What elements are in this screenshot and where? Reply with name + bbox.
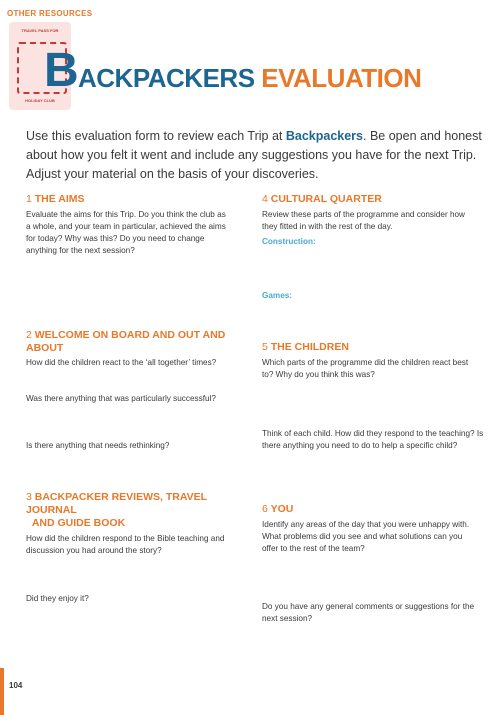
children-title: 5 THE CHILDREN (262, 341, 349, 353)
welcome-title: 2 WELCOME ON BOARD AND OUT AND ABOUT (26, 329, 226, 354)
section-cultural (262, 193, 477, 246)
title-part-1: ACKPACKERS (78, 63, 255, 93)
title-part-2: EVALUATION (261, 63, 422, 93)
children-question-1: Which parts of the programme did the children react best to? Why do you think this was? (262, 358, 469, 379)
ticket-top-text: TRAVEL PASS FOR (21, 28, 59, 33)
section-children (262, 341, 477, 381)
title-initial: B (44, 44, 79, 97)
you-question-1: Identify any areas of the day that you were unhappy with. What problems did you see and what solutions can you offer to the rest of the team? (262, 520, 470, 553)
section-you (262, 503, 477, 555)
ticket-bottom-text: HOLIDAY CLUB (25, 98, 55, 103)
welcome-question-3: Is there anything that needs rethinking? (26, 441, 170, 450)
cultural-games-label: Games: (262, 291, 293, 300)
aims-text: Evaluate the aims for this Trip. Do you think the club as a whole, and your team in particular, achieved the aims for today? Why was this? Do you need to change anything for the next session? (26, 210, 226, 255)
intro-after: . Be open and honest about how you felt it went and include any suggestions you have for the next Trip. Adjust your material on the basis of your discoveries. (26, 129, 482, 181)
reviews-question-1: How did the children respond to the Bible teaching and discussion you had around the story? (26, 534, 225, 555)
footer-accent-bar (0, 668, 4, 715)
page-number: 104 (9, 681, 23, 690)
intro-highlight: Backpackers (285, 129, 363, 143)
cultural-construction-label: Construction: (262, 237, 316, 246)
intro-before: Use this evaluation form to review each Trip at (26, 129, 286, 143)
section-aims (26, 193, 231, 257)
cultural-text: Review these parts of the programme and consider how they fitted in with the rest of the day. (262, 210, 465, 231)
aims-title: 1 THE AIMS (26, 193, 85, 205)
cultural-title: 4 CULTURAL QUARTER (262, 193, 382, 205)
welcome-question-2: Was there anything that was particularly successful? (26, 394, 216, 403)
section-kicker: OTHER RESOURCES (7, 9, 93, 18)
page-title (78, 63, 421, 93)
reviews-title: 3 BACKPACKER REVIEWS, TRAVEL JOURNAL AND GUIDE BOOK (26, 491, 207, 529)
reviews-question-2: Did they enjoy it? (26, 594, 89, 603)
children-question-2: Think of each child. How did they respond to the teaching? Is there anything you need to do to help a specific child? (262, 429, 484, 450)
section-reviews (26, 491, 241, 557)
you-question-2: Do you have any general comments or suggestions for the next session? (262, 602, 475, 623)
welcome-question-1: How did the children react to the ‘all together’ times? (26, 358, 217, 367)
section-welcome (26, 329, 246, 369)
you-title: 6 YOU (262, 503, 294, 515)
intro-paragraph (26, 127, 490, 184)
